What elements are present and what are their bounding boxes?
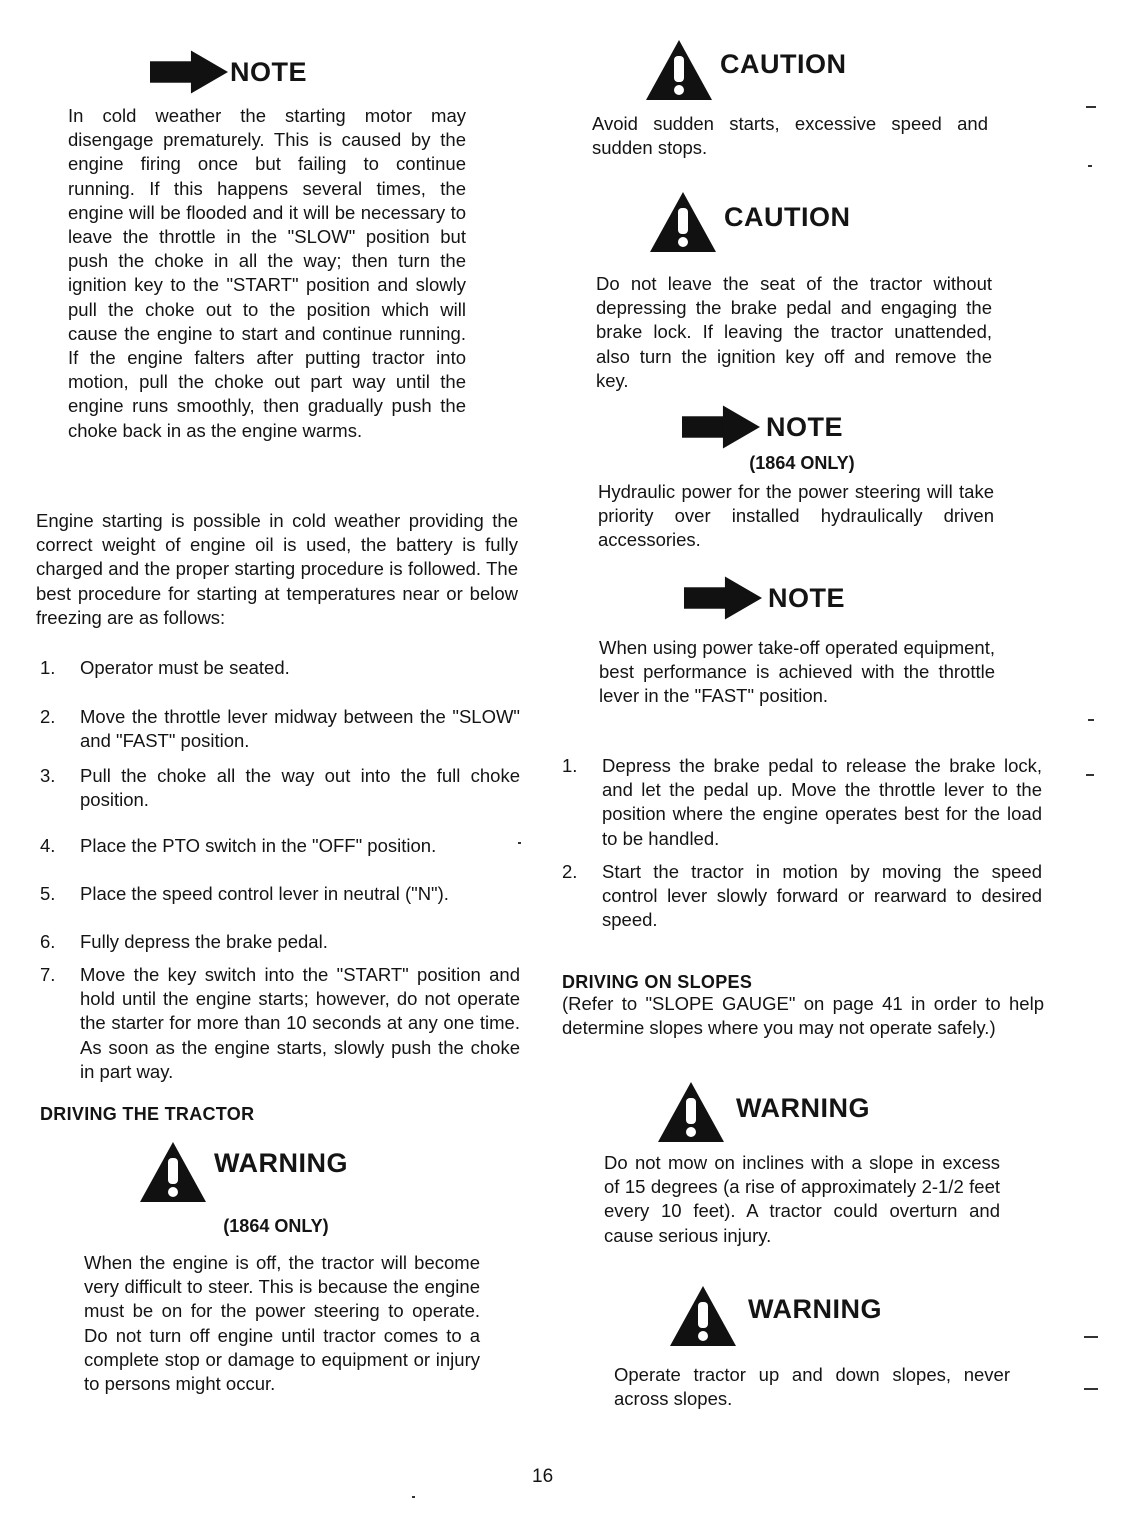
margin-mark [518, 842, 521, 844]
margin-mark [1088, 719, 1094, 721]
list-item [562, 754, 1042, 851]
list-item [40, 656, 520, 680]
margin-mark [1084, 1388, 1098, 1390]
margin-mark [1088, 165, 1092, 167]
warning-triangle-icon [668, 1284, 738, 1348]
list-item [562, 860, 1042, 933]
warning-text: When the engine is off, the tractor will become very difficult to steer. This is because the engine must be on for the power steering to operate. Do not turn off engine until tractor comes to a complete stop or damage to equipment or injury to persons might occur. [84, 1252, 480, 1395]
list-item [40, 963, 520, 1084]
warning-triangle-icon [138, 1140, 208, 1204]
warning-label: WARNING [736, 1092, 870, 1123]
warning-label: WARNING [214, 1147, 348, 1178]
list-item [40, 705, 520, 753]
step-number: 1. [40, 657, 56, 678]
warning-text: Operate tractor up and down slopes, never across slopes. [614, 1364, 1010, 1410]
list-item [40, 882, 520, 906]
note-label: NOTE [230, 56, 308, 87]
caution-text: Do not leave the seat of the tractor without depressing the brake pedal and engaging the brake lock. If leaving the tractor unattended, also turn the ignition key off and remove the key. [596, 273, 992, 391]
arrow-icon [682, 405, 760, 449]
step-number: 2. [40, 706, 56, 727]
note-text: In cold weather the starting motor may disengage prematurely. This is caused by the engine firing once but failing to continue running. If this happens several times, the engine will be flooded and it will be necessary to leave the throttle in the "SLOW" position but push the choke in all the way; then turn the ignition key to the "START" position and slowly pull the choke out to the position which will cause the engine to start and continue running. If the engine falters after putting tractor into motion, pull the choke out part way until the engine runs smoothly, then gradually push the choke back in as the engine warms. [68, 105, 466, 441]
warning-triangle-icon [644, 38, 714, 102]
caution-label: CAUTION [720, 48, 847, 79]
arrow-icon [150, 50, 228, 94]
note-label: NOTE [768, 582, 846, 613]
step-number: 3. [40, 765, 56, 786]
step-text: Depress the brake pedal to release the brake lock, and let the pedal up. Move the throttle lever to the position where the engine operates best for the load to be handled. [602, 755, 1042, 849]
note-header [684, 576, 845, 620]
note-text: Hydraulic power for the power steering will take priority over installed hydraulically driven accessories. [598, 481, 994, 551]
step-number: 4. [40, 835, 56, 856]
step-text: Place the speed control lever in neutral ("N"). [80, 883, 449, 904]
caution-header [648, 190, 851, 254]
warning-header [656, 1080, 870, 1144]
step-number: 7. [40, 964, 56, 985]
section-heading: DRIVING THE TRACTOR [40, 1104, 255, 1124]
list-item [40, 764, 520, 812]
warning-label: WARNING [748, 1293, 882, 1324]
note-label: NOTE [766, 411, 844, 442]
step-text: Move the throttle lever midway between the "SLOW" and "FAST" position. [80, 706, 520, 752]
warning-header [668, 1284, 882, 1348]
step-number: 2. [562, 861, 578, 882]
slopes-text: (Refer to "SLOPE GAUGE" on page 41 in order to help determine slopes where you may not operate safely.) [562, 993, 1044, 1039]
section-heading: DRIVING ON SLOPES [562, 972, 753, 992]
warning-triangle-icon [648, 190, 718, 254]
note-text: When using power take-off operated equipment, best performance is achieved with the throttle lever in the "FAST" position. [599, 637, 995, 707]
cold-weather-intro: Engine starting is possible in cold weather providing the correct weight of engine oil is used, the battery is fully charged and the proper starting procedure is followed. The best procedure for starting at temperatures near or below freezing are as follows: [36, 510, 518, 628]
model-note: (1864 ONLY) [749, 453, 855, 473]
caution-header [644, 38, 847, 102]
margin-mark [412, 1496, 415, 1498]
step-number: 6. [40, 931, 56, 952]
warning-text: Do not mow on inclines with a slope in excess of 15 degrees (a rise of approximately 2-1/2 feet every 10 feet). A tractor could overturn and cause serious injury. [604, 1152, 1000, 1246]
step-number: 1. [562, 755, 578, 776]
model-note: (1864 ONLY) [223, 1216, 329, 1236]
step-text: Move the key switch into the "START" position and hold until the engine starts; however, do not operate the starter for more than 10 seconds at any one time. As soon as the engine starts, slowly push the choke in part way. [80, 964, 520, 1082]
step-text: Pull the choke all the way out into the full choke position. [80, 765, 520, 811]
step-text: Fully depress the brake pedal. [80, 931, 328, 952]
margin-mark [1086, 106, 1096, 108]
list-item [40, 834, 520, 858]
note-header [682, 405, 843, 449]
step-text: Operator must be seated. [80, 657, 290, 678]
step-text: Place the PTO switch in the "OFF" position. [80, 835, 437, 856]
step-text: Start the tractor in motion by moving the speed control lever slowly forward or rearward to desired speed. [602, 861, 1042, 931]
list-item [40, 930, 520, 954]
warning-triangle-icon [656, 1080, 726, 1144]
step-number: 5. [40, 883, 56, 904]
arrow-icon [684, 576, 762, 620]
margin-mark [1084, 1336, 1098, 1338]
note-header [150, 50, 307, 94]
caution-text: Avoid sudden starts, excessive speed and sudden stops. [592, 113, 988, 159]
margin-mark [1086, 774, 1094, 776]
warning-header [138, 1140, 348, 1204]
caution-label: CAUTION [724, 201, 851, 232]
page-number: 16 [532, 1466, 554, 1487]
